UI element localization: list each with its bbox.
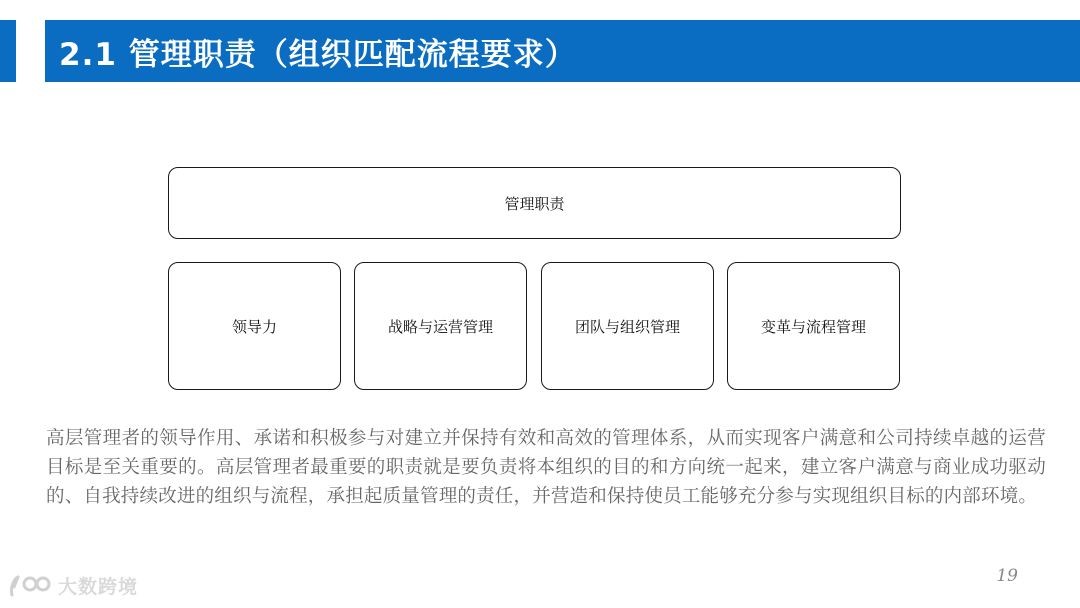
change-process-box: [727, 262, 900, 390]
title-left-accent: [0, 20, 16, 82]
watermark-logo-icon: [8, 573, 52, 599]
management-responsibility-label: 管理职责: [504, 194, 565, 213]
management-responsibility-box: [168, 167, 901, 239]
team-organization-box: [541, 262, 714, 390]
watermark-text: 大数跨境: [58, 576, 139, 598]
leadership-box: [168, 262, 341, 390]
body-paragraph: 高层管理者的领导作用、承诺和积极参与对建立并保持有效和高效的管理体系，从而实现客户满意和公司持续卓越的运营目标是至关重要的。高层管理者最重要的职责就是要负责将本组织的目的和方向统一起来，建立客户满意与商业成功驱动的、自我持续改进的组织与流程，承担起质量管理的责任，并营造和保持使员工能够充分参与实现组织目标的内部环境。: [46, 428, 1046, 507]
page-title: 2.1 管理职责（组织匹配流程要求）: [59, 36, 577, 73]
strategy-operations-label: 战略与运营管理: [387, 317, 493, 336]
leadership-label: 领导力: [231, 317, 277, 336]
watermark: [8, 572, 138, 599]
strategy-operations-box: [354, 262, 527, 390]
team-organization-label: 团队与组织管理: [574, 317, 680, 336]
change-process-label: 变革与流程管理: [760, 317, 866, 336]
page-number: 19: [996, 566, 1018, 586]
title-bar: [45, 20, 1080, 82]
